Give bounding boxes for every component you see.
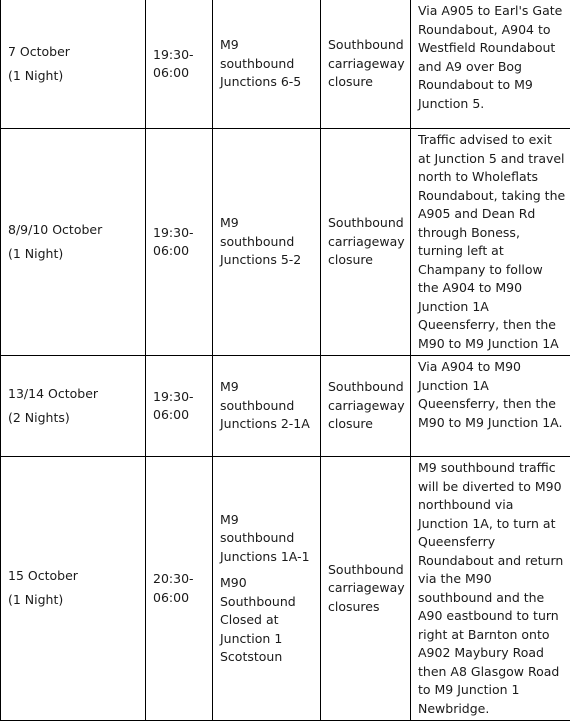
diversion-route-cell: M9 southbound traffic will be diverted to M90 northbound via Junction 1A, to turn at Queensferry Roundabout and return via the M90 southbound and the A90 eastbound to turn right at Barnton onto A902 Maybury Road then A8 Glasgow Road to M9 Junction 1 Newbridge.: [411, 457, 570, 721]
table-row: [1, 457, 570, 721]
diversion-route-cell: Traffic advised to exit at Junction 5 and travel north to Wholeflats Roundabout, taking the A905 and Dean Rd through Boness, turning left at Champany to follow the A904 to M90 Junction 1A Queensferry, then the M90 to M9 Junction 1A: [411, 129, 570, 356]
road-cell: [213, 356, 321, 457]
night-count: (1 Night): [8, 591, 141, 610]
road-section: M9 southbound Junctions 5-2: [220, 214, 316, 270]
closure-type-cell: Southbound carriageway closure: [321, 356, 411, 457]
diversion-route-cell: Via A904 to M90 Junction 1A Queensferry, then the M90 to M9 Junction 1A.: [411, 356, 570, 457]
time-cell: 19:30-06:00: [146, 0, 213, 129]
date-cell: [1, 0, 146, 129]
diversion-route-cell: Via A905 to Earl's Gate Roundabout, A904 to Westfield Roundabout and A9 over Bog Roundabout to M9 Junction 5.: [411, 0, 570, 129]
time-cell: 20:30-06:00: [146, 457, 213, 721]
date-cell: [1, 457, 146, 721]
night-count: (1 Night): [8, 67, 141, 86]
road-section: M9 southbound Junctions 2-1A: [220, 378, 316, 434]
road-cell: [213, 457, 321, 721]
table-row: [1, 356, 570, 457]
time-cell: 19:30-06:00: [146, 356, 213, 457]
closure-date: 15 October: [8, 567, 141, 586]
closure-type-cell: Southbound carriageway closures: [321, 457, 411, 721]
date-cell: [1, 356, 146, 457]
table-row: [1, 129, 570, 356]
road-section: M9 southbound Junctions 6-5: [220, 36, 316, 92]
time-cell: 19:30-06:00: [146, 129, 213, 356]
closure-type-cell: Southbound carriageway closure: [321, 129, 411, 356]
road-section: M9 southbound Junctions 1A-1: [220, 511, 316, 567]
closure-date: 7 October: [8, 43, 141, 62]
road-section: M90 Southbound Closed at Junction 1 Scotstoun: [220, 574, 316, 667]
road-cell: [213, 129, 321, 356]
date-cell: [1, 129, 146, 356]
table-row: [1, 0, 570, 129]
night-count: (2 Nights): [8, 409, 141, 428]
closure-date: 13/14 October: [8, 385, 141, 404]
closure-type-cell: Southbound carriageway closure: [321, 0, 411, 129]
night-count: (1 Night): [8, 245, 141, 264]
road-cell: [213, 0, 321, 129]
closure-date: 8/9/10 October: [8, 221, 141, 240]
